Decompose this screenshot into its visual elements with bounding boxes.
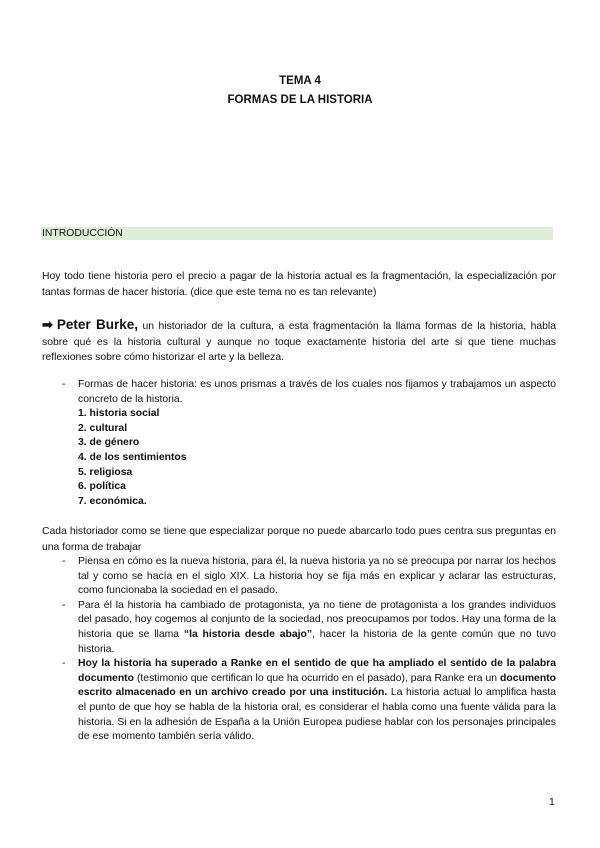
dash-bullet: - [62,658,66,670]
emphasis-text: “la historia desde abajo” [183,628,313,640]
burke-text: un historiador de la cultura, a esta fragmentación la llama formas de la historia, habla sobre qué es la historia cultural y aunque no toque exactamente historia del arte si que tiene muchas reflexiones sobre cómo historizar el arte y la belleza. [42,321,556,363]
points-list [62,555,556,745]
point-text: Piensa en cómo es la nueva historia, para él, la nueva historia ya no se preocupa por narrar los hechos tal y como se hacía en el siglo XIX. La historia hoy se fija más en explicar y aclarar las estructuras, como funcionaba la sociedad en el pasado. [78,556,556,597]
list-item: 5. religiosa [78,466,133,478]
page-number: 1 [549,797,555,808]
page-title: FORMAS DE LA HISTORIA [227,94,373,106]
specialize-paragraph: Cada historiador como se tiene que especializar porque no puede abarcarlo todo pues centra sus preguntas en una forma de trabajar [42,526,556,553]
point-text: (testimonio que certifican lo que ha ocurrido en el pasado), para Ranke era un [134,672,500,684]
arrow-icon: ➡ [42,317,53,332]
list-item: 1. historia social [78,408,160,420]
forms-intro: Formas de hacer historia: es unos prismas a través de los cuales nos fijamos y trabajamos un aspecto concreto de la historia. [78,379,556,405]
list-item [62,555,556,599]
list-item: 3. de género [78,437,140,449]
history-forms-list [78,407,556,509]
section-heading: INTRODUCCIÓN [42,228,123,239]
topic-number: TEMA 4 [279,75,321,87]
forms-list [62,378,556,509]
list-item: 4. de los sentimientos [78,451,187,463]
list-item: 6. política [78,481,126,493]
list-item [62,599,556,657]
dash-bullet: - [62,379,66,390]
emphasis-text: Hoy la historia ha superado a Ranke en el sentido de que ha ampliado el sentido de la palabra documento [78,658,556,684]
list-item: 7. económica. [78,495,147,507]
dash-bullet: - [62,556,66,567]
list-item [62,657,556,745]
list-item [62,378,556,509]
point-text: La historia actual lo amplifica hasta el punto de que hoy se habla de la historia oral, es considerar el habla como una fuente válida para la historia. Si en la adhesión de España a la Unión Europea pudiese hablar con los personajes principales de ese momento también sería válido. [78,687,557,743]
point-text: Para él la historia ha cambiado de protagonista, ya no tiene de protagonista a los grandes individuos del pasado, hoy cogemos al conjunto de la sociedad, nos preocupamos por todos. Hay una forma de la historia que se llama [78,599,556,640]
dash-bullet: - [62,599,66,611]
burke-paragraph [42,317,556,366]
emphasis-text: documento escrito almacenado en un archivo creado por una institución. [78,672,556,699]
list-item: 2. cultural [78,422,128,434]
intro-paragraph: Hoy todo tiene historia pero el precio a pagar de la historia actual es la fragmentación, la especialización por tantas formas de hacer historia. (dice que este tema no es tan relevante) [42,271,556,298]
point-text: , hacer la historia de la gente común que no tuvo historia. [78,628,556,655]
author-name: Peter Burke, [56,317,139,332]
